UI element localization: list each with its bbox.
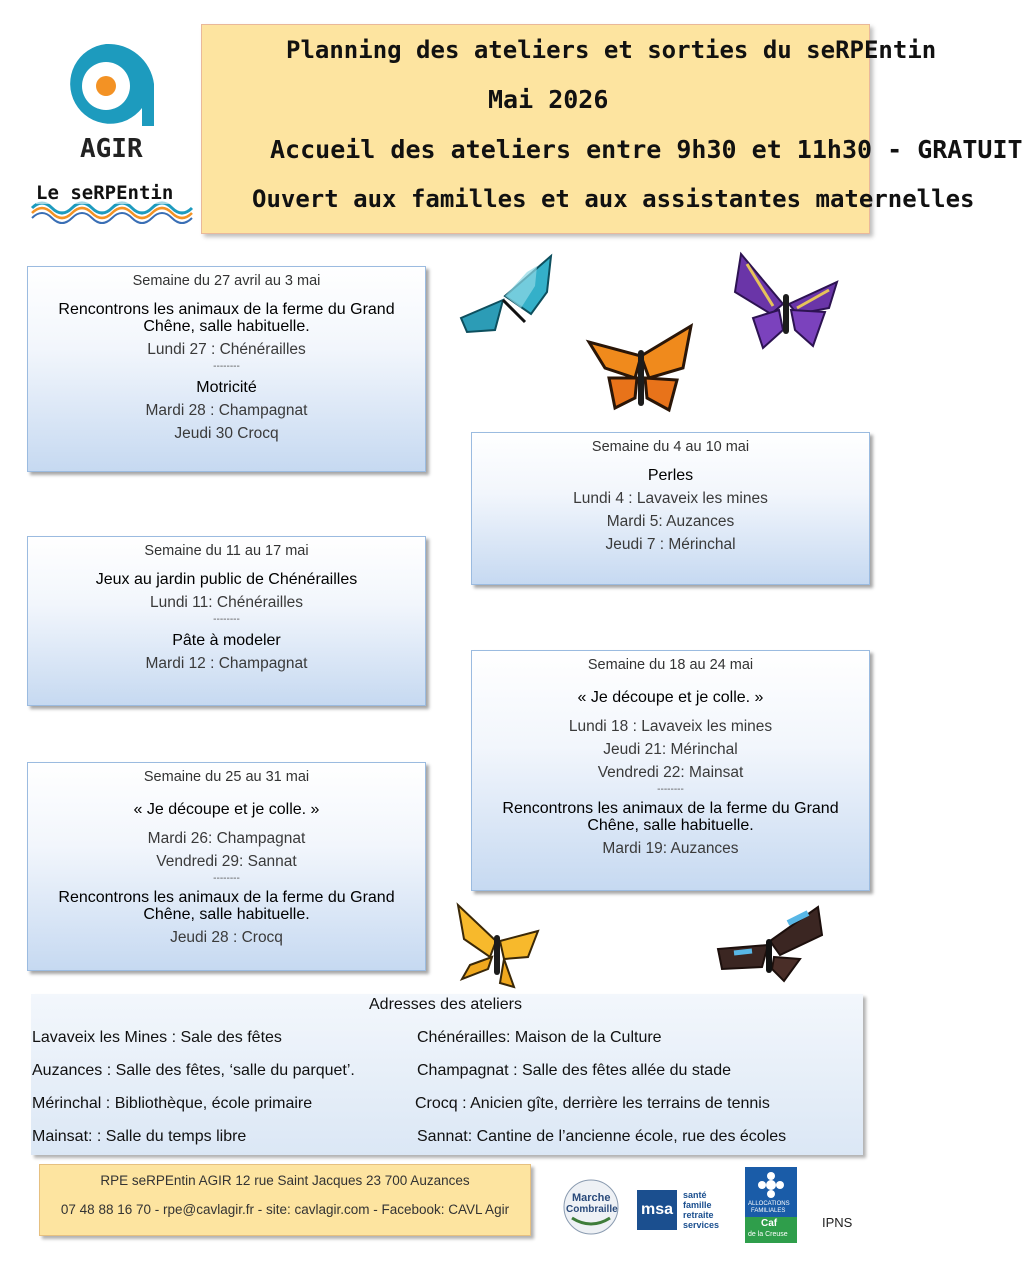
caf-logo (745, 1167, 797, 1243)
activity-place: Jeudi 7 : Mérinchal (605, 536, 736, 553)
caf-flower-icon (756, 1171, 786, 1199)
activity-place: Mardi 5: Auzances (606, 513, 735, 530)
msa-logo (637, 1190, 727, 1234)
address-item: Crocq : Anicien gîte, derrière les terrains de tennis (415, 1095, 770, 1112)
week-title: Semaine du 11 au 17 mai (144, 543, 309, 559)
week-title: Semaine du 4 au 10 mai (591, 439, 750, 455)
activity-title: Jeux au jardin public de Chénérailles (95, 571, 358, 588)
header-title: Planning des ateliers et sorties du seRPEntin (286, 36, 937, 64)
footer-contact: 07 48 88 16 70 - rpe@cavlagir.fr - site: cavlagir.com - Facebook: CAVL Agir (60, 1202, 510, 1217)
agir-logo (54, 38, 164, 173)
week-title: Semaine du 18 au 24 mai (587, 657, 754, 673)
activity-title: Pâte à modeler (172, 632, 281, 649)
msa-line: services (683, 1220, 720, 1230)
dark-butterfly-icon (714, 905, 826, 983)
monarch-butterfly-icon (585, 322, 697, 416)
activity-title: « Je découpe et je colle. » (133, 801, 320, 818)
activity-title: Rencontrons les animaux de la ferme du Grand Chêne, salle habituelle. (58, 301, 395, 335)
agir-name: AGIR (80, 134, 143, 164)
activity-place: Lundi 11: Chénérailles (149, 594, 304, 611)
week-card-1 (27, 266, 426, 472)
caf-line: Caf (761, 1218, 778, 1229)
separator: -------- (213, 873, 240, 884)
activity-place: Jeudi 21: Mérinchal (603, 741, 738, 758)
addresses-panel (31, 994, 863, 1155)
activity-place: Vendredi 29: Sannat (156, 853, 297, 870)
week-title: Semaine du 25 au 31 mai (143, 769, 310, 785)
footer-address: RPE seRPEntin AGIR 12 rue Saint Jacques 23 700 Auzances (100, 1173, 470, 1188)
teal-butterfly-icon (455, 252, 555, 336)
activity-place: Jeudi 30 Crocq (174, 425, 279, 442)
msa-line: retraite (683, 1210, 714, 1220)
ipns-label: IPNS (822, 1215, 853, 1230)
address-item: Lavaveix les Mines : Sale des fêtes (32, 1029, 282, 1046)
caf-line: ALLOCATIONS (748, 1201, 790, 1207)
week-card-3 (27, 536, 426, 706)
serpentin-name: Le seRPEntin (36, 182, 174, 204)
marche-name: Marche (572, 1192, 611, 1204)
activity-title: Rencontrons les animaux de la ferme du Grand Chêne, salle habituelle. (58, 889, 395, 923)
yellow-swallowtail-icon (452, 903, 542, 991)
activity-title: Motricité (196, 379, 257, 396)
purple-butterfly-icon (733, 252, 841, 352)
header-month: Mai 2026 (488, 85, 609, 114)
address-item: Auzances : Salle des fêtes, ‘salle du parquet’. (32, 1062, 355, 1079)
activity-place: Vendredi 22: Mainsat (597, 764, 744, 781)
week-title: Semaine du 27 avril au 3 mai (132, 273, 321, 289)
address-item: Mainsat: : Salle du temps libre (32, 1128, 247, 1145)
header-banner (201, 24, 1023, 234)
marche-combraille-logo (562, 1178, 620, 1240)
activity-title: Rencontrons les animaux de la ferme du Grand Chêne, salle habituelle. (502, 800, 839, 834)
separator: -------- (657, 784, 684, 795)
separator: -------- (213, 361, 240, 372)
separator: -------- (213, 614, 240, 625)
activity-place: Mardi 12 : Champagnat (145, 655, 308, 672)
week-card-4 (471, 650, 870, 891)
activity-place: Jeudi 28 : Crocq (170, 929, 283, 946)
msa-line: santé (683, 1190, 707, 1200)
addresses-title: Adresses des ateliers (369, 996, 522, 1013)
activity-title: Perles (647, 467, 694, 484)
activity-place: Lundi 27 : Chénérailles (147, 341, 306, 358)
activity-place: Mardi 28 : Champagnat (145, 402, 308, 419)
serpentin-logo (30, 180, 195, 220)
caf-line: de la Creuse (748, 1231, 788, 1238)
address-item: Champagnat : Salle des fêtes allée du stade (417, 1062, 731, 1079)
address-item: Mérinchal : Bibliothèque, école primaire (32, 1095, 313, 1112)
msa-mark: msa (637, 1190, 677, 1230)
combraille-name: Combraille (566, 1204, 618, 1215)
week-card-2 (471, 432, 870, 585)
footer-contact-box (39, 1164, 531, 1236)
address-item: Sannat: Cantine de l’ancienne école, rue des écoles (417, 1128, 787, 1145)
activity-place: Mardi 19: Auzances (602, 840, 739, 857)
header-hours: Accueil des ateliers entre 9h30 et 11h30 - GRATUIT (270, 135, 1023, 164)
msa-line: famille (683, 1200, 712, 1210)
activity-title: « Je découpe et je colle. » (577, 689, 764, 706)
caf-line: FAMILIALES (751, 1208, 786, 1214)
address-item: Chénérailles: Maison de la Culture (417, 1029, 662, 1046)
agir-logo-icon (54, 38, 164, 133)
activity-place: Mardi 26: Champagnat (147, 830, 306, 847)
header-audience: Ouvert aux familles et aux assistantes maternelles (252, 185, 975, 213)
activity-place: Lundi 4 : Lavaveix les mines (573, 490, 768, 507)
week-card-5 (27, 762, 426, 971)
activity-place: Lundi 18 : Lavaveix les mines (568, 718, 773, 735)
